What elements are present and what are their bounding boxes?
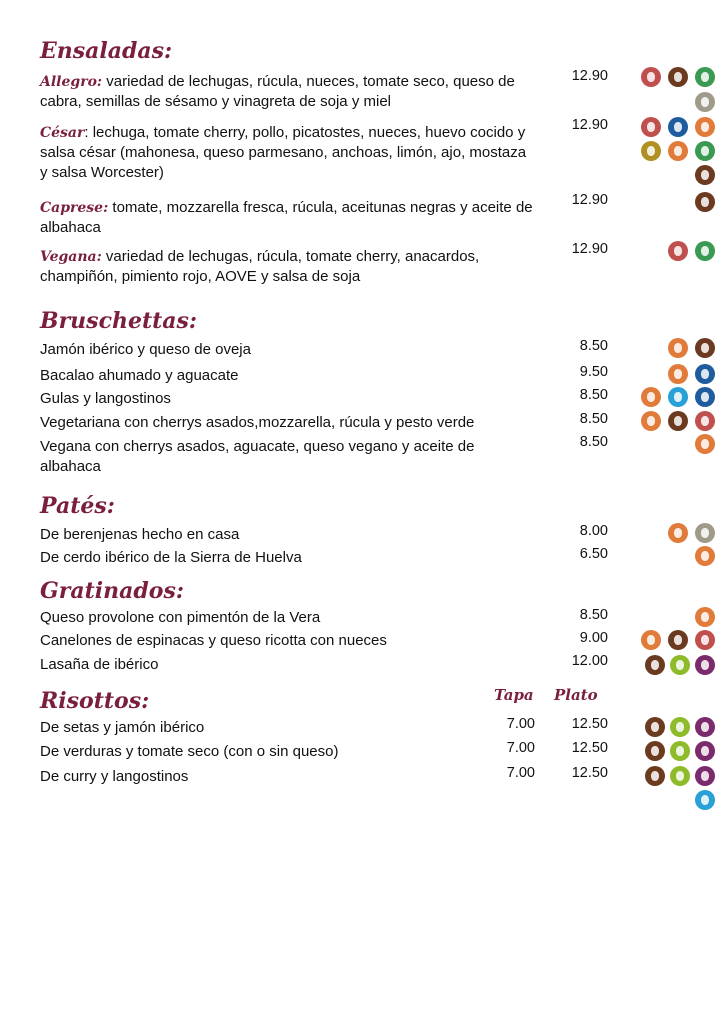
- wheat-icon: [641, 630, 661, 650]
- menu-item: Canelones de espinacas y queso ricotta con nueces: [40, 632, 387, 649]
- item-price-plato: 12.50: [571, 716, 608, 732]
- item-description: variedad de lechugas, rúcula, tomate cherry, anacardos, champiñón, pimiento rojo, AOVE y salsa de soja: [40, 248, 480, 285]
- soy-icon: [670, 766, 690, 786]
- menu-item: Vegana con cherrys asados, aguacate, queso vegano y aceite de albahaca: [40, 438, 475, 475]
- section-title-bruschettas: Bruschettas:: [40, 308, 198, 334]
- section-title-gratinados: Gratinados:: [40, 578, 184, 604]
- menu-item: Vegetariana con cherrys asados,mozzarella, rúcula y pesto verde: [40, 414, 475, 431]
- wheat-icon: [695, 117, 715, 137]
- nuts-icon: [641, 117, 661, 137]
- wheat-icon: [641, 387, 661, 407]
- soy-icon: [670, 655, 690, 675]
- item-price: 8.50: [579, 338, 608, 354]
- dairy-icon: [645, 741, 665, 761]
- item-price: 12.90: [571, 68, 608, 84]
- nuts-icon: [695, 411, 715, 431]
- sulphites-icon: [695, 741, 715, 761]
- wheat-icon: [695, 434, 715, 454]
- wheat-icon: [668, 338, 688, 358]
- item-price: 9.00: [579, 630, 608, 646]
- item-price: 12.00: [571, 653, 608, 669]
- wheat-icon: [641, 411, 661, 431]
- menu-item: De verduras y tomate seco (con o sin queso): [40, 743, 339, 760]
- menu-item: Bacalao ahumado y aguacate: [40, 367, 239, 384]
- wheat-icon: [668, 364, 688, 384]
- soy-icon: [670, 741, 690, 761]
- item-price-tapa: 7.00: [506, 716, 535, 732]
- nuts-icon: [641, 67, 661, 87]
- item-label: Allegro:: [40, 74, 103, 90]
- celery-icon: [695, 241, 715, 261]
- item-price: 8.50: [579, 411, 608, 427]
- dairy-icon: [695, 338, 715, 358]
- wheat-icon: [695, 546, 715, 566]
- menu-item: [40, 247, 535, 287]
- egg-icon: [641, 141, 661, 161]
- menu-item: De setas y jamón ibérico: [40, 719, 205, 736]
- menu-item: De berenjenas hecho en casa: [40, 526, 240, 543]
- item-price-tapa: 7.00: [506, 765, 535, 781]
- dairy-icon: [645, 717, 665, 737]
- wheat-icon: [668, 523, 688, 543]
- item-price: 8.50: [579, 387, 608, 403]
- item-label: César: [40, 125, 85, 141]
- dairy-icon: [668, 67, 688, 87]
- fish-icon: [668, 117, 688, 137]
- item-label: Caprese:: [40, 200, 109, 216]
- menu-item: [40, 72, 535, 112]
- dairy-icon: [695, 165, 715, 185]
- menu-item: [40, 198, 535, 238]
- wheat-icon: [668, 141, 688, 161]
- item-price: 9.50: [579, 364, 608, 380]
- dairy-icon: [645, 766, 665, 786]
- crustacean-icon: [695, 790, 715, 810]
- menu-item: De curry y langostinos: [40, 768, 189, 785]
- item-price: 12.90: [571, 192, 608, 208]
- dairy-icon: [668, 411, 688, 431]
- menu-item: Lasaña de ibérico: [40, 656, 159, 673]
- nuts-icon: [695, 630, 715, 650]
- fish-icon: [695, 364, 715, 384]
- menu-item: [40, 123, 535, 183]
- menu-item: Queso provolone con pimentón de la Vera: [40, 609, 321, 626]
- item-price: 8.00: [579, 523, 608, 539]
- fish-icon: [695, 387, 715, 407]
- wheat-icon: [695, 607, 715, 627]
- menu-item: De cerdo ibérico de la Sierra de Huelva: [40, 549, 302, 566]
- item-price-plato: 12.50: [571, 740, 608, 756]
- sesame-icon: [695, 92, 715, 112]
- item-description: variedad de lechugas, rúcula, nueces, tomate seco, queso de cabra, semillas de sésamo y vinagreta de soja y miel: [40, 73, 515, 110]
- item-price: 12.90: [571, 117, 608, 133]
- sulphites-icon: [695, 655, 715, 675]
- nuts-icon: [668, 241, 688, 261]
- section-title-pates: Patés:: [40, 493, 115, 519]
- item-price-tapa: 7.00: [506, 740, 535, 756]
- sulphites-icon: [695, 766, 715, 786]
- section-title-risottos: Risottos:: [40, 688, 150, 714]
- item-label: Vegana:: [40, 249, 102, 265]
- item-description: : lechuga, tomate cherry, pollo, picatostes, nueces, huevo cocido y salsa césar (mahonesa, queso parmesano, anchoas, limón, ajo, mostaza y salsa Worcester): [40, 124, 527, 181]
- sesame-icon: [695, 523, 715, 543]
- soy-icon: [670, 717, 690, 737]
- dairy-icon: [645, 655, 665, 675]
- item-price: 12.90: [571, 241, 608, 257]
- section-title-ensaladas: Ensaladas:: [40, 38, 173, 64]
- item-price-plato: 12.50: [571, 765, 608, 781]
- celery-icon: [695, 67, 715, 87]
- column-header-tapa: Tapa: [494, 686, 534, 704]
- dairy-icon: [695, 192, 715, 212]
- item-price: 8.50: [579, 607, 608, 623]
- item-price: 6.50: [579, 546, 608, 562]
- column-header-plato: Plato: [554, 686, 598, 704]
- item-description: tomate, mozzarella fresca, rúcula, aceitunas negras y aceite de albahaca: [40, 199, 533, 236]
- dairy-icon: [668, 630, 688, 650]
- crustacean-icon: [668, 387, 688, 407]
- sulphites-icon: [695, 717, 715, 737]
- celery-icon: [695, 141, 715, 161]
- menu-item: Jamón ibérico y queso de oveja: [40, 341, 251, 358]
- menu-item: Gulas y langostinos: [40, 390, 171, 407]
- item-price: 8.50: [579, 434, 608, 450]
